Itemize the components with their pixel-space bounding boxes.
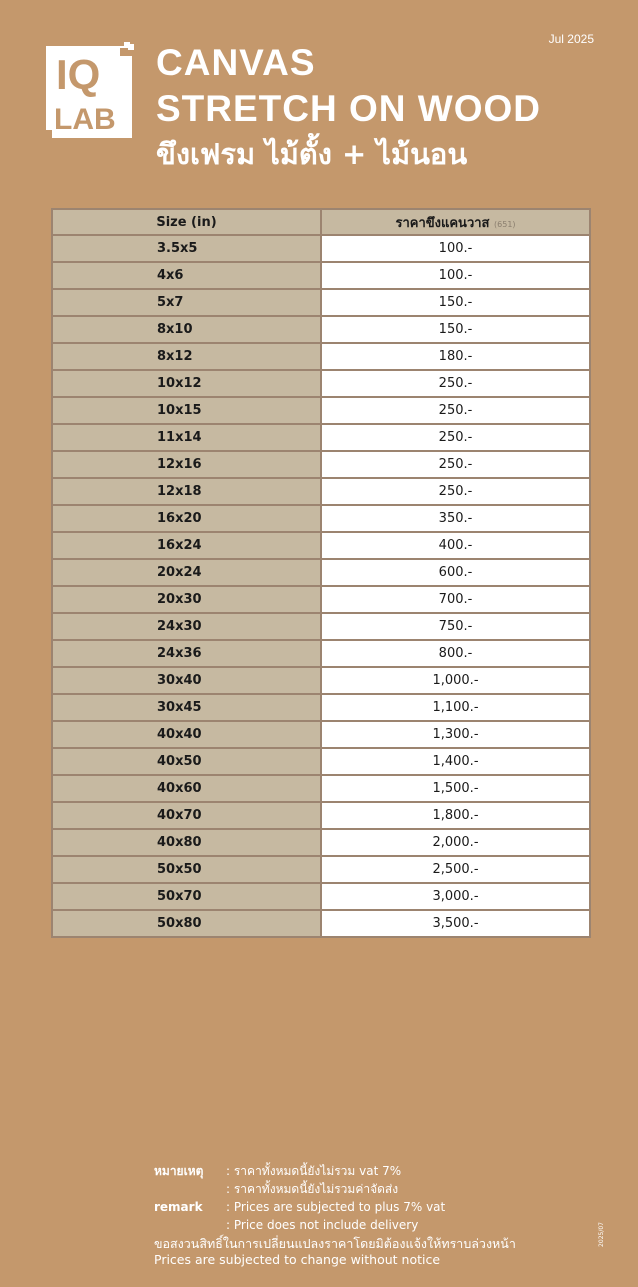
table-body bbox=[52, 235, 590, 937]
title-block bbox=[156, 40, 541, 176]
price-cell: 1,400.- bbox=[321, 748, 590, 775]
size-cell: 40x60 bbox=[52, 775, 321, 802]
table-header-row bbox=[52, 209, 590, 235]
table-row bbox=[52, 748, 590, 775]
size-cell: 4x6 bbox=[52, 262, 321, 289]
header-price-label: ราคาขึงแคนวาส bbox=[395, 215, 490, 231]
size-cell: 8x12 bbox=[52, 343, 321, 370]
header-price-sub: (651) bbox=[494, 219, 516, 229]
table-row bbox=[52, 478, 590, 505]
price-cell: 100.- bbox=[321, 262, 590, 289]
table-row bbox=[52, 640, 590, 667]
title-line-1: CANVAS bbox=[156, 42, 316, 83]
price-cell: 350.- bbox=[321, 505, 590, 532]
price-cell: 3,000.- bbox=[321, 883, 590, 910]
price-cell: 100.- bbox=[321, 235, 590, 262]
price-cell: 1,300.- bbox=[321, 721, 590, 748]
size-cell: 40x40 bbox=[52, 721, 321, 748]
size-cell: 40x70 bbox=[52, 802, 321, 829]
note-en-line-2: : Price does not include delivery bbox=[226, 1218, 419, 1232]
price-cell: 3,500.- bbox=[321, 910, 590, 937]
note-en-label: remark bbox=[154, 1200, 203, 1214]
table-row bbox=[52, 883, 590, 910]
price-cell: 1,500.- bbox=[321, 775, 590, 802]
size-cell: 24x30 bbox=[52, 613, 321, 640]
table-row bbox=[52, 856, 590, 883]
price-cell: 250.- bbox=[321, 370, 590, 397]
note-th-line-1: : ราคาทั้งหมดนี้ยังไม่รวม vat 7% bbox=[226, 1164, 402, 1178]
table-row bbox=[52, 667, 590, 694]
size-cell: 3.5x5 bbox=[52, 235, 321, 262]
table-row bbox=[52, 721, 590, 748]
size-cell: 24x36 bbox=[52, 640, 321, 667]
table-row bbox=[52, 775, 590, 802]
date-label: Jul 2025 bbox=[548, 32, 594, 46]
price-cell: 250.- bbox=[321, 451, 590, 478]
price-cell: 1,100.- bbox=[321, 694, 590, 721]
table-row bbox=[52, 694, 590, 721]
table-row bbox=[52, 424, 590, 451]
table-row bbox=[52, 397, 590, 424]
svg-text:IQ: IQ bbox=[56, 51, 101, 98]
price-cell: 2,000.- bbox=[321, 829, 590, 856]
version-code: 2025/07 bbox=[598, 1222, 605, 1247]
price-table bbox=[51, 208, 591, 938]
size-cell: 11x14 bbox=[52, 424, 321, 451]
title-line-3: ขึงเฟรม ไม้ตั้ง + ไม้นอน bbox=[156, 137, 468, 171]
size-cell: 10x12 bbox=[52, 370, 321, 397]
table-row bbox=[52, 262, 590, 289]
table-row bbox=[52, 910, 590, 937]
price-cell: 250.- bbox=[321, 478, 590, 505]
header-size: Size (in) bbox=[52, 209, 321, 235]
size-cell: 10x15 bbox=[52, 397, 321, 424]
table-row bbox=[52, 316, 590, 343]
size-cell: 20x24 bbox=[52, 559, 321, 586]
size-cell: 40x50 bbox=[52, 748, 321, 775]
price-cell: 250.- bbox=[321, 397, 590, 424]
disclaimer-en: Prices are subjected to change without notice bbox=[154, 1252, 441, 1267]
note-th-label: หมายเหตุ bbox=[154, 1164, 204, 1178]
disclaimer-th: ขอสงวนสิทธิ์ในการเปลี่ยนแปลงราคาโดยมิต้องแจ้งให้ทราบล่วงหน้า bbox=[154, 1236, 516, 1251]
price-cell: 180.- bbox=[321, 343, 590, 370]
size-cell: 12x18 bbox=[52, 478, 321, 505]
price-cell: 400.- bbox=[321, 532, 590, 559]
header-price bbox=[321, 209, 590, 235]
table-row bbox=[52, 829, 590, 856]
price-cell: 150.- bbox=[321, 289, 590, 316]
size-cell: 16x20 bbox=[52, 505, 321, 532]
svg-text:LAB: LAB bbox=[54, 103, 116, 136]
price-cell: 600.- bbox=[321, 559, 590, 586]
size-cell: 50x70 bbox=[52, 883, 321, 910]
table-row bbox=[52, 586, 590, 613]
size-cell: 40x80 bbox=[52, 829, 321, 856]
table-row bbox=[52, 451, 590, 478]
price-cell: 750.- bbox=[321, 613, 590, 640]
size-cell: 16x24 bbox=[52, 532, 321, 559]
table-row bbox=[52, 559, 590, 586]
table-row bbox=[52, 505, 590, 532]
table-row bbox=[52, 532, 590, 559]
price-cell: 150.- bbox=[321, 316, 590, 343]
size-cell: 12x16 bbox=[52, 451, 321, 478]
price-cell: 800.- bbox=[321, 640, 590, 667]
size-cell: 50x80 bbox=[52, 910, 321, 937]
note-en-line-1: : Prices are subjected to plus 7% vat bbox=[226, 1200, 446, 1214]
price-cell: 1,800.- bbox=[321, 802, 590, 829]
price-cell: 250.- bbox=[321, 424, 590, 451]
table-row bbox=[52, 235, 590, 262]
iq-lab-logo bbox=[46, 42, 136, 138]
table-row bbox=[52, 343, 590, 370]
price-cell: 1,000.- bbox=[321, 667, 590, 694]
notes-block bbox=[154, 1162, 516, 1268]
size-cell: 8x10 bbox=[52, 316, 321, 343]
size-cell: 50x50 bbox=[52, 856, 321, 883]
size-cell: 30x45 bbox=[52, 694, 321, 721]
note-th-line-2: : ราคาทั้งหมดนี้ยังไม่รวมค่าจัดส่ง bbox=[226, 1182, 399, 1196]
table-row bbox=[52, 802, 590, 829]
size-cell: 5x7 bbox=[52, 289, 321, 316]
size-cell: 20x30 bbox=[52, 586, 321, 613]
title-line-2: STRETCH ON WOOD bbox=[156, 88, 541, 129]
table-row bbox=[52, 370, 590, 397]
size-cell: 30x40 bbox=[52, 667, 321, 694]
table-row bbox=[52, 289, 590, 316]
price-cell: 700.- bbox=[321, 586, 590, 613]
table-row bbox=[52, 613, 590, 640]
price-cell: 2,500.- bbox=[321, 856, 590, 883]
